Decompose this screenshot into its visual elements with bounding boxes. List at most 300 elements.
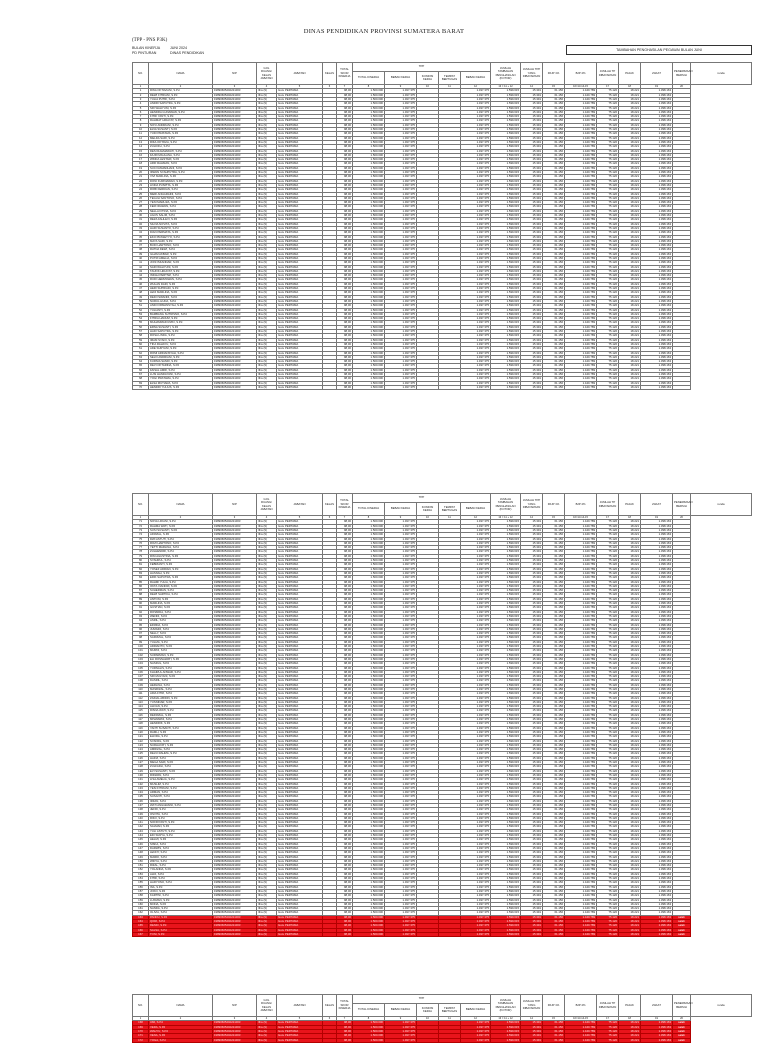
net-cell: 1.398.163: [641, 196, 673, 200]
gross-cell: 1.497.375: [461, 115, 491, 119]
beban-cell: 1.497.375: [385, 546, 417, 550]
employee-grade: III/a (9): [257, 123, 277, 127]
row-number: 72: [133, 524, 149, 528]
score-cell: 98,00: [337, 739, 353, 743]
beban-cell: 1.497.375: [385, 377, 417, 381]
row-number: 114: [133, 705, 149, 709]
score-cell: 98,00: [337, 567, 353, 571]
document-subtitle: (TPP - PNS P3K): [132, 38, 168, 43]
score-cell: 98,00: [337, 705, 353, 709]
kinerja-cell: 1.500.000: [353, 924, 385, 928]
score-cell: 98,00: [337, 791, 353, 795]
net-cell: 1.398.163: [641, 377, 673, 381]
score-cell: 98,00: [337, 201, 353, 205]
score-cell: 98,00: [337, 334, 353, 338]
employee-grade: III/a (9): [257, 567, 277, 571]
net-cell: 1.398.163: [641, 98, 673, 102]
gross-cell: 1.497.375: [461, 373, 491, 377]
employee-grade: III/a (9): [257, 325, 277, 329]
beban-cell: 1.497.375: [385, 235, 417, 239]
beban-cell: 1.497.375: [385, 554, 417, 558]
tax-cell: 75.120: [597, 132, 619, 136]
column-number: 16=13-14-15: [565, 516, 597, 520]
tp-cell: 1.440.789: [565, 153, 597, 157]
beban-cell: 1.497.375: [385, 244, 417, 248]
bjp-cell: 61.156: [543, 299, 565, 303]
zakat-cell: 18.221: [619, 838, 641, 842]
employee-nip: 19890605202221003: [213, 325, 257, 329]
score-cell: 98,00: [337, 602, 353, 606]
tax-cell: 75.120: [597, 915, 619, 919]
employee-grade: III/a (9): [257, 846, 277, 850]
row-number: 103: [133, 657, 149, 661]
gross-cell: 1.497.375: [461, 846, 491, 850]
header-jumlah-potongan: JUMLAH TP DIBAYARKAN: [597, 494, 619, 516]
column-number: 15: [543, 1017, 565, 1021]
tp-cell: 1.440.789: [565, 325, 597, 329]
score-cell: 98,00: [337, 718, 353, 722]
paid-cell: 1.599.615: [491, 864, 521, 868]
beban-cell: 1.497.375: [385, 619, 417, 623]
employee-name: SALMAN, S.Pd: [149, 825, 213, 829]
header-zakat: ZAKAT: [641, 995, 673, 1017]
pjp-cell: 15.391: [521, 93, 543, 97]
pjp-cell: 15.391: [521, 610, 543, 614]
subheader-kelas: BEBAN KERJA: [461, 503, 491, 516]
header-pajak: PAJAK: [619, 63, 641, 85]
zakat-cell: 18.221: [619, 821, 641, 825]
zakat-cell: 18.221: [619, 756, 641, 760]
employee-grade: III/a (9): [257, 334, 277, 338]
kinerja-cell: 1.500.000: [353, 696, 385, 700]
gross-cell: 1.497.375: [461, 269, 491, 273]
score-cell: 98,00: [337, 872, 353, 876]
employee-position: Guru PERTAMA: [277, 360, 323, 364]
gross-cell: 1.497.375: [461, 554, 491, 558]
net-cell: 1.398.163: [641, 183, 673, 187]
beban-cell: 1.497.375: [385, 756, 417, 760]
beban-cell: 1.497.375: [385, 726, 417, 730]
employee-name: ZULFADLI, S.Pd: [149, 765, 213, 769]
score-cell: 98,00: [337, 524, 353, 528]
bjp-cell: 61.156: [543, 338, 565, 342]
pjp-cell: 15.391: [521, 743, 543, 747]
net-cell: 1.398.163: [641, 308, 673, 312]
employee-nip: 19890605202221003: [213, 119, 257, 123]
row-number: 94: [133, 619, 149, 623]
employee-nip: 19890605202221003: [213, 338, 257, 342]
pjp-cell: 15.391: [521, 786, 543, 790]
employee-position: Guru PERTAMA: [277, 115, 323, 119]
paid-cell: 1.599.615: [491, 700, 521, 704]
tp-cell: 1.440.789: [565, 653, 597, 657]
payroll-table: [132, 994, 752, 1043]
gross-cell: 1.497.375: [461, 158, 491, 162]
remark-cell: salah: [673, 1021, 691, 1025]
paid-cell: 1.599.615: [491, 188, 521, 192]
zakat-cell: 18.221: [619, 171, 641, 175]
pjp-cell: 15.391: [521, 730, 543, 734]
gross-cell: 1.497.375: [461, 687, 491, 691]
gross-cell: 1.497.375: [461, 563, 491, 567]
kinerja-cell: 1.500.000: [353, 98, 385, 102]
kinerja-cell: 1.500.000: [353, 287, 385, 291]
net-cell: 1.398.163: [641, 93, 673, 97]
kinerja-cell: 1.500.000: [353, 1038, 385, 1042]
paid-cell: 1.599.615: [491, 1038, 521, 1042]
paid-cell: 1.599.615: [491, 136, 521, 140]
tp-cell: 1.440.789: [565, 110, 597, 114]
bjp-cell: 61.156: [543, 846, 565, 850]
beban-cell: 1.497.375: [385, 209, 417, 213]
zakat-cell: 18.221: [619, 334, 641, 338]
employee-name: INDAH PERTIWI, S.Pd: [149, 274, 213, 278]
net-cell: 1.398.163: [641, 239, 673, 243]
pjp-cell: 15.391: [521, 140, 543, 144]
row-number: 28: [133, 205, 149, 209]
gross-cell: 1.497.375: [461, 627, 491, 631]
row-number: 129: [133, 769, 149, 773]
employee-nip: 19890605202221003: [213, 726, 257, 730]
tax-cell: 75.120: [597, 537, 619, 541]
employee-name: RENDI, S.Pd: [149, 924, 213, 928]
employee-position: Guru PERTAMA: [277, 889, 323, 893]
employee-nip: 19890605202221003: [213, 735, 257, 739]
employee-grade: III/a (9): [257, 670, 277, 674]
employee-grade: III/a (9): [257, 1034, 277, 1038]
score-cell: 98,00: [337, 846, 353, 850]
employee-grade: III/a (9): [257, 158, 277, 162]
row-number: 105: [133, 666, 149, 670]
pjp-cell: 15.391: [521, 355, 543, 359]
bjp-cell: 61.156: [543, 696, 565, 700]
beban-cell: 1.497.375: [385, 312, 417, 316]
employee-grade: III/a (9): [257, 649, 277, 653]
gross-cell: 1.497.375: [461, 571, 491, 575]
net-cell: 1.398.163: [641, 700, 673, 704]
column-number: 4: [257, 516, 277, 520]
paid-cell: 1.599.615: [491, 347, 521, 351]
gross-cell: 1.497.375: [461, 726, 491, 730]
bjp-cell: 61.156: [543, 902, 565, 906]
tax-cell: 75.120: [597, 597, 619, 601]
column-number: 17: [597, 1017, 619, 1021]
employee-grade: III/a (9): [257, 571, 277, 575]
gross-cell: 1.497.375: [461, 804, 491, 808]
score-cell: 98,00: [337, 377, 353, 381]
score-cell: 98,00: [337, 868, 353, 872]
kinerja-cell: 1.500.000: [353, 537, 385, 541]
row-number: 3: [133, 98, 149, 102]
header-jumlah-potongan: JUMLAH TP DIBAYARKAN: [597, 63, 619, 85]
score-cell: 98,00: [337, 119, 353, 123]
column-number: 19: [641, 85, 673, 89]
employee-position: Guru PERTAMA: [277, 218, 323, 222]
employee-name: FITRI, S.Pd: [149, 877, 213, 881]
beban-cell: 1.497.375: [385, 877, 417, 881]
employee-position: Guru PERTAMA: [277, 726, 323, 730]
score-cell: 98,00: [337, 183, 353, 187]
score-cell: 98,00: [337, 554, 353, 558]
kinerja-cell: 1.500.000: [353, 196, 385, 200]
tax-cell: 75.120: [597, 713, 619, 717]
employee-name: ZULHENDRI, S.Pd: [149, 550, 213, 554]
kinerja-cell: 1.500.000: [353, 342, 385, 346]
paid-cell: 1.599.615: [491, 623, 521, 627]
kinerja-cell: 1.500.000: [353, 304, 385, 308]
zakat-cell: 18.221: [619, 649, 641, 653]
employee-nip: 19890605202221003: [213, 773, 257, 777]
bjp-cell: 61.156: [543, 244, 565, 248]
tp-cell: 1.440.789: [565, 872, 597, 876]
kinerja-cell: 1.500.000: [353, 192, 385, 196]
gross-cell: 1.497.375: [461, 868, 491, 872]
employee-nip: 19890605202221003: [213, 687, 257, 691]
table-block-3: [132, 994, 752, 1042]
tax-cell: 75.120: [597, 244, 619, 248]
pjp-cell: 15.391: [521, 872, 543, 876]
employee-position: Guru PERTAMA: [277, 162, 323, 166]
tp-cell: 1.440.789: [565, 636, 597, 640]
tp-cell: 1.440.789: [565, 1034, 597, 1038]
employee-position: Guru PERTAMA: [277, 571, 323, 575]
employee-name: LUSI HANDAYANI, S.Pd: [149, 373, 213, 377]
employee-name: KHAIRUL ANWAR, S.Pd: [149, 670, 213, 674]
score-cell: 98,00: [337, 563, 353, 567]
subheader-kondisi-kerja: KONDISI KERJA: [417, 503, 439, 516]
paid-cell: 1.599.615: [491, 692, 521, 696]
remark-cell: salah: [673, 915, 691, 919]
row-number: 24: [133, 188, 149, 192]
row-number: 59: [133, 338, 149, 342]
employee-nip: 19890605202221003: [213, 778, 257, 782]
pjp-cell: 15.391: [521, 265, 543, 269]
score-cell: 98,00: [337, 128, 353, 132]
paid-cell: 1.599.615: [491, 679, 521, 683]
score-cell: 98,00: [337, 385, 353, 389]
paid-cell: 1.599.615: [491, 158, 521, 162]
zakat-cell: 18.221: [619, 385, 641, 389]
net-cell: 1.398.163: [641, 576, 673, 580]
bjp-cell: 61.156: [543, 153, 565, 157]
column-number: 4: [257, 1017, 277, 1021]
kinerja-cell: 1.500.000: [353, 623, 385, 627]
column-number: 1: [133, 1017, 149, 1021]
paid-cell: 1.599.615: [491, 563, 521, 567]
pjp-cell: 15.391: [521, 248, 543, 252]
score-cell: 98,00: [337, 520, 353, 524]
tax-cell: 75.120: [597, 769, 619, 773]
employee-grade: III/a (9): [257, 610, 277, 614]
paid-cell: 1.599.615: [491, 269, 521, 273]
row-number: 166: [133, 928, 149, 932]
employee-grade: III/a (9): [257, 214, 277, 218]
column-number: 9: [385, 85, 417, 89]
paid-cell: 1.599.615: [491, 924, 521, 928]
bjp-cell: 61.156: [543, 158, 565, 162]
kinerja-cell: 1.500.000: [353, 722, 385, 726]
employee-nip: 19890605202221003: [213, 355, 257, 359]
score-cell: 98,00: [337, 123, 353, 127]
employee-nip: 19890605202221003: [213, 606, 257, 610]
net-cell: 1.398.163: [641, 705, 673, 709]
pjp-cell: 15.391: [521, 761, 543, 765]
employee-nip: 19890605202221003: [213, 541, 257, 545]
tp-cell: 1.440.789: [565, 730, 597, 734]
zakat-cell: 18.221: [619, 192, 641, 196]
employee-nip: 19890605202221003: [213, 829, 257, 833]
zakat-cell: 18.221: [619, 627, 641, 631]
employee-nip: 19890605202221003: [213, 158, 257, 162]
tp-cell: 1.440.789: [565, 898, 597, 902]
employee-name: ELI ROSNAWATI, S.Pd: [149, 657, 213, 661]
gross-cell: 1.497.375: [461, 928, 491, 932]
pjp-cell: 15.391: [521, 898, 543, 902]
pjp-cell: 15.391: [521, 115, 543, 119]
beban-cell: 1.497.375: [385, 606, 417, 610]
row-number: 36: [133, 239, 149, 243]
score-cell: 98,00: [337, 209, 353, 213]
payroll-table: [132, 493, 752, 937]
employee-position: Guru PERTAMA: [277, 765, 323, 769]
beban-cell: 1.497.375: [385, 932, 417, 936]
kinerja-cell: 1.500.000: [353, 842, 385, 846]
paid-cell: 1.599.615: [491, 278, 521, 282]
bjp-cell: 61.156: [543, 205, 565, 209]
employee-position: Guru PERTAMA: [277, 584, 323, 588]
pjp-cell: 15.391: [521, 739, 543, 743]
bjp-cell: 61.156: [543, 269, 565, 273]
paid-cell: 1.599.615: [491, 520, 521, 524]
tax-cell: 75.120: [597, 183, 619, 187]
beban-cell: 1.497.375: [385, 282, 417, 286]
employee-nip: 19890605202221003: [213, 632, 257, 636]
kinerja-cell: 1.500.000: [353, 312, 385, 316]
employee-name: MASRIZAL, S.Pd: [149, 687, 213, 691]
tp-cell: 1.440.789: [565, 265, 597, 269]
beban-cell: 1.497.375: [385, 166, 417, 170]
score-cell: 98,00: [337, 752, 353, 756]
kinerja-cell: 1.500.000: [353, 786, 385, 790]
net-cell: 1.398.163: [641, 355, 673, 359]
employee-name: SELVI ANDRIANI, S.Pd: [149, 355, 213, 359]
net-cell: 1.398.163: [641, 149, 673, 153]
beban-cell: 1.497.375: [385, 158, 417, 162]
paid-cell: 1.599.615: [491, 709, 521, 713]
pjp-cell: 15.391: [521, 657, 543, 661]
pjp-cell: 15.391: [521, 317, 543, 321]
score-cell: 98,00: [337, 859, 353, 863]
net-cell: 1.398.163: [641, 321, 673, 325]
paid-cell: 1.599.615: [491, 325, 521, 329]
row-number: 18: [133, 162, 149, 166]
gross-cell: 1.497.375: [461, 589, 491, 593]
paid-cell: 1.599.615: [491, 636, 521, 640]
pjp-cell: 15.391: [521, 683, 543, 687]
kinerja-cell: 1.500.000: [353, 252, 385, 256]
tp-cell: 1.440.789: [565, 282, 597, 286]
pjp-cell: 15.391: [521, 597, 543, 601]
pjp-cell: 15.391: [521, 834, 543, 838]
tax-cell: 75.120: [597, 128, 619, 132]
employee-grade: III/a (9): [257, 166, 277, 170]
net-cell: 1.398.163: [641, 162, 673, 166]
tp-cell: 1.440.789: [565, 627, 597, 631]
bjp-cell: 61.156: [543, 330, 565, 334]
net-cell: 1.398.163: [641, 606, 673, 610]
employee-grade: III/a (9): [257, 898, 277, 902]
tax-cell: 75.120: [597, 115, 619, 119]
beban-cell: 1.497.375: [385, 816, 417, 820]
gross-cell: 1.497.375: [461, 308, 491, 312]
employee-nip: 19890605202221003: [213, 709, 257, 713]
paid-cell: 1.599.615: [491, 842, 521, 846]
gross-cell: 1.497.375: [461, 722, 491, 726]
bjp-cell: 61.156: [543, 928, 565, 932]
bjp-cell: 61.156: [543, 529, 565, 533]
score-cell: 98,00: [337, 136, 353, 140]
zakat-cell: 18.221: [619, 321, 641, 325]
gross-cell: 1.497.375: [461, 149, 491, 153]
employee-grade: III/a (9): [257, 821, 277, 825]
employee-nip: 19890605202221003: [213, 804, 257, 808]
employee-position: Guru PERTAMA: [277, 355, 323, 359]
pjp-cell: 15.391: [521, 627, 543, 631]
bjp-cell: 61.156: [543, 589, 565, 593]
pjp-cell: 15.391: [521, 136, 543, 140]
row-number: 147: [133, 846, 149, 850]
employee-position: Guru PERTAMA: [277, 265, 323, 269]
zakat-cell: 18.221: [619, 214, 641, 218]
row-number: 27: [133, 201, 149, 205]
bjp-cell: 61.156: [543, 756, 565, 760]
employee-grade: III/a (9): [257, 1038, 277, 1042]
tp-cell: 1.440.789: [565, 218, 597, 222]
score-cell: 98,00: [337, 795, 353, 799]
beban-cell: 1.497.375: [385, 299, 417, 303]
employee-position: Guru PERTAMA: [277, 282, 323, 286]
net-cell: 1.398.163: [641, 261, 673, 265]
employee-grade: III/a (9): [257, 140, 277, 144]
gross-cell: 1.497.375: [461, 898, 491, 902]
tp-cell: 1.440.789: [565, 834, 597, 838]
row-number: 26: [133, 196, 149, 200]
row-number: 164: [133, 920, 149, 924]
kondisi-cell: [417, 385, 439, 389]
row-number: 16: [133, 153, 149, 157]
beban-cell: 1.497.375: [385, 705, 417, 709]
employee-nip: 19890605202221003: [213, 700, 257, 704]
paid-cell: 1.599.615: [491, 317, 521, 321]
employee-grade: III/a (9): [257, 576, 277, 580]
employee-name: JUMAIDI, S.Pd: [149, 627, 213, 631]
gross-cell: 1.497.375: [461, 640, 491, 644]
kinerja-cell: 1.500.000: [353, 872, 385, 876]
tax-cell: 75.120: [597, 902, 619, 906]
gross-cell: 1.497.375: [461, 872, 491, 876]
column-number: 8: [353, 1017, 385, 1021]
bjp-cell: 61.156: [543, 636, 565, 640]
meta-row: [132, 51, 204, 56]
pjp-cell: 15.391: [521, 554, 543, 558]
net-cell: 1.398.163: [641, 752, 673, 756]
tp-cell: 1.440.789: [565, 252, 597, 256]
tp-cell: 1.440.789: [565, 864, 597, 868]
row-number: 143: [133, 829, 149, 833]
net-cell: 1.398.163: [641, 295, 673, 299]
beban-cell: 1.497.375: [385, 752, 417, 756]
score-cell: 98,00: [337, 619, 353, 623]
